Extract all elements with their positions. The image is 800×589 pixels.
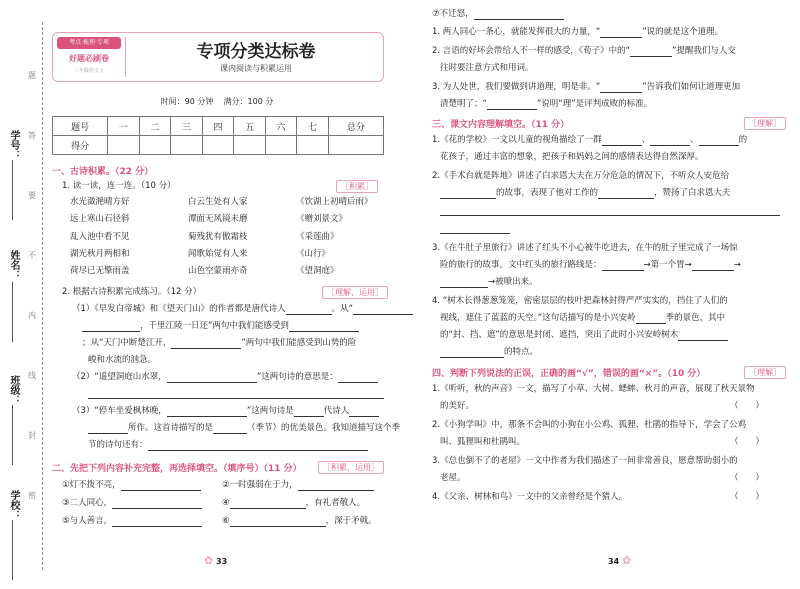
question-text: 的“封、挡、遮”的意思是封闭、遮挡，突出了此时小兴安岭树木 [440, 330, 679, 340]
right-page [400, 0, 800, 589]
q2-1-text: ；从“天门中断楚江开， [82, 338, 172, 348]
question-text: 3.《总也倒不了的老屋》一文中作者为我们描述了一间非常善良，愿意帮助弱小的 [432, 456, 738, 466]
answer-blank[interactable] [298, 480, 374, 491]
school-line [12, 520, 13, 580]
answer-blank[interactable] [338, 372, 378, 383]
answer-blank[interactable] [230, 498, 306, 509]
q2-1-line3 [82, 337, 356, 349]
section-4-heading: 四、判断下列说法的正误，正确的画“√”，错误的画“×”。（10 分） [432, 369, 706, 379]
answer-blank[interactable] [440, 188, 496, 199]
palm-icon: ✿ [621, 554, 632, 567]
score-label: 满分：100 分 [223, 97, 274, 106]
cut-mark: 内 [28, 311, 36, 320]
proverb-text: ②一时强弱在于力， [222, 480, 298, 490]
score-header-cell: 一 [108, 117, 140, 136]
answer-blank[interactable] [474, 9, 564, 20]
answer-blank[interactable] [678, 330, 728, 341]
judge-paren[interactable]: （ ） [730, 473, 765, 483]
student-id-line [12, 160, 13, 220]
score-cell[interactable] [234, 136, 266, 155]
answer-blank[interactable] [112, 498, 202, 509]
page-number-text: 33 [216, 557, 228, 566]
q2-3-text: ”这两句诗是 [246, 406, 294, 416]
section-3-badge: ［理解］ [744, 117, 786, 130]
answer-blank[interactable] [167, 372, 257, 383]
answer-blank[interactable] [600, 82, 642, 93]
score-row-label: 得分 [53, 136, 108, 155]
answer-blank[interactable] [692, 260, 734, 271]
question-text: 的故事，表现了他对工作的 [496, 188, 599, 198]
q2-3-text: 代诗人 [323, 406, 350, 416]
question-text: ”告诉我们如何让道理更加 [642, 82, 741, 92]
proverb-text: ④ [222, 498, 230, 508]
match-col2-item[interactable]: 潭面无风镜未磨 [188, 214, 248, 224]
answer-blank[interactable] [699, 135, 739, 146]
q2-1-text: （1）《早发白帝城》和《望天门山》的作者都是唐代诗人 [72, 304, 286, 314]
answer-blank[interactable] [213, 423, 247, 434]
section-3-heading: 三、课文内容理解填空。（11 分） [432, 120, 570, 130]
fill-question-2 [432, 45, 736, 57]
question-2-badge: ［理解，运用］ [322, 286, 388, 299]
proverb-text: ⑤与人善言， [62, 516, 113, 526]
answer-blank[interactable] [289, 321, 359, 332]
section-1-heading: 一、古诗积累。（22 分） [52, 167, 154, 177]
question-text: 1. 两人同心一条心，就能发挥很大的力量，“ [432, 27, 601, 37]
match-col2-item[interactable]: 闻歌始觉有人来 [188, 249, 248, 259]
score-cell[interactable] [265, 136, 297, 155]
content-question-3-line3 [440, 276, 538, 288]
answer-blank[interactable] [349, 406, 379, 417]
question-text: 2. 言语的好坏会带给人不一样的感受，《荀子》中的“ [432, 46, 630, 56]
match-col2-item[interactable]: 白云生处有人家 [188, 197, 248, 207]
header-box [52, 32, 384, 82]
match-col3-item[interactable]: 《山行》 [296, 249, 331, 259]
answer-blank[interactable] [167, 406, 247, 417]
question-text: 4. “树木长得葱葱笼笼，密密层层的枝叶把森林封得严严实实的，挡住了人们的 [432, 296, 728, 306]
question-text: 1.《花的学校》一文以儿童的视角描绘了一群 [432, 135, 602, 145]
proverb-item [222, 479, 374, 491]
proverb-item [62, 479, 201, 491]
class-label: 班级： [8, 375, 19, 405]
cut-mark: 不 [28, 251, 36, 260]
score-header-cell: 七 [297, 117, 329, 136]
match-col3-item[interactable]: 《望洞庭》 [296, 266, 339, 276]
section-2-heading: 二、先把下列内容补充完整，再选择填空。（填序号）（11 分） [52, 464, 302, 474]
palm-icon: ✿ [204, 554, 214, 567]
cut-mark: 线 [28, 371, 36, 380]
time-label: 时间：90 分钟 [160, 97, 214, 106]
answer-blank[interactable] [440, 347, 504, 358]
question-2: 2. 根据古诗积累完成练习。（12 分） [62, 287, 202, 297]
match-col1-item[interactable]: 水光潋滟晴方好 [70, 197, 130, 207]
proverb-item [222, 497, 365, 509]
match-col1-item[interactable]: 乱入池中看不见 [70, 232, 130, 242]
q2-1-text: 。从“ [331, 304, 354, 314]
q2-1-line2 [82, 320, 359, 332]
answer-line[interactable] [440, 233, 510, 234]
answer-line[interactable] [88, 398, 384, 399]
judge-paren[interactable]: （ ） [730, 492, 765, 502]
grade-label: 三年级语文上 [73, 68, 104, 74]
name-line [12, 282, 13, 342]
question-1: 1. 读一读，连一连。（10 分） [62, 181, 176, 191]
score-cell[interactable] [297, 136, 329, 155]
answer-blank[interactable] [286, 304, 332, 315]
question-text: 3. 为人处世，我们要做到讲道理，明是非。“ [432, 82, 601, 92]
q2-3-line2 [88, 422, 400, 434]
answer-blank[interactable] [88, 423, 128, 434]
question-1-badge: ［积累］ [336, 180, 378, 193]
answer-blank[interactable] [600, 27, 642, 38]
proverb-item [222, 515, 377, 527]
score-cell[interactable] [202, 136, 234, 155]
score-header-cell: 四 [202, 117, 234, 136]
question-text: →第一个胃→ [643, 260, 692, 270]
answer-blank[interactable] [230, 516, 326, 527]
match-col2-item[interactable]: 山色空蒙雨亦奇 [188, 266, 248, 276]
question-text: 老屋。 [440, 473, 466, 483]
answer-blank[interactable] [440, 277, 488, 288]
q2-3-text: （3）“停车坐爱枫林晚， [72, 406, 167, 416]
question-text: 的美好。 [440, 401, 475, 411]
answer-blank[interactable] [602, 135, 642, 146]
page-number [204, 554, 227, 567]
question-text: 4.《父亲、树林和鸟》一文中的父亲曾经是个猎人。 [432, 492, 628, 502]
answer-blank[interactable] [171, 338, 241, 349]
name-label: 姓名： [8, 250, 19, 280]
question-text: 视线，遮住了蓝蓝的天空。”这句话描写的是小兴安岭 [440, 313, 636, 323]
fill-question-3 [432, 81, 740, 93]
header-divider [125, 37, 126, 77]
q2-2-text: （2）“遥望洞庭山水翠， [72, 372, 167, 382]
cut-mark: 题 [28, 71, 36, 80]
score-table-row [53, 136, 384, 155]
match-col3-item[interactable]: 《饮湖上初晴后雨》 [296, 197, 373, 207]
series-tag: 考点·梳理·专项 [57, 37, 121, 49]
question-text: 叫、狐狸叫和杜鹃叫。 [440, 437, 526, 447]
question-text: ”说明“理”是评判成败的标准。 [536, 99, 653, 109]
q2-1-text: 峻和水流的汹急。 [88, 355, 157, 365]
judge-paren[interactable]: （ ） [730, 401, 765, 411]
proverb-text: ，深于矛戟。 [325, 516, 377, 526]
answer-blank[interactable] [294, 406, 324, 417]
score-cell[interactable] [328, 136, 383, 155]
score-header-cell: 六 [265, 117, 297, 136]
question-text: →被喷出来。 [488, 277, 538, 287]
proverb-item [432, 8, 564, 20]
question-text: ，赞扬了白求恩大夫 [654, 188, 731, 198]
answer-line[interactable] [440, 215, 780, 216]
fill-question-1 [432, 26, 723, 38]
answer-blank[interactable] [650, 135, 690, 146]
answer-blank[interactable] [598, 188, 654, 199]
question-text: 、 [641, 135, 651, 145]
q2-1-text: ，千里江陵一日还”两句中我们能感受到 [140, 321, 289, 331]
question-text: 1.《听听，秋的声音》一文，描写了小草、大树、蟋蟀、秋月的声音，展现了秋天景物 [432, 384, 755, 394]
q2-3-line3 [88, 439, 368, 451]
question-text: 的特点。 [504, 347, 539, 357]
score-table-header [53, 117, 384, 136]
content-question-3-line2 [440, 259, 741, 271]
answer-blank[interactable] [121, 480, 201, 491]
judge-paren[interactable]: （ ） [730, 437, 765, 447]
question-text: 2.《小狗学叫》中，那条不会叫的小狗在小公鸡、狐狸、杜鹃的指导下，学会了公鸡 [432, 420, 747, 430]
question-text: → [733, 260, 741, 270]
answer-blank[interactable] [487, 99, 537, 110]
question-text: 3.《在牛肚子里旅行》讲述了红头不小心被牛吃进去，在牛的肚子里完成了一场惊 [432, 243, 738, 253]
cut-mark: 要 [28, 191, 36, 200]
score-cell[interactable] [171, 136, 203, 155]
question-text: 的 [738, 135, 748, 145]
q2-2-line1 [72, 371, 378, 383]
content-question-2-line2 [440, 187, 731, 199]
school-label: 学校： [8, 490, 19, 520]
section-4-badge: ［理解］ [744, 366, 786, 379]
question-text: ”说的就是这个道理。 [642, 27, 724, 37]
score-cell[interactable] [139, 136, 171, 155]
answer-blank[interactable] [602, 260, 644, 271]
proverb-text: ①灯不拨不亮， [62, 480, 121, 490]
class-line [12, 405, 13, 465]
answer-blank[interactable] [148, 440, 368, 451]
q2-3-text: 节的诗句还有： [88, 440, 148, 450]
q2-1-text: ”两句中我们能感受到山势的险 [241, 338, 357, 348]
page-title: 专项分类达标卷 [196, 42, 316, 62]
cut-mark: 封 [28, 431, 36, 440]
question-text: 清楚明了；“ [440, 99, 487, 109]
score-cell[interactable] [108, 136, 140, 155]
proverb-text: ⑥ [222, 516, 230, 526]
proverb-text: ，有礼者敬人。 [305, 498, 366, 508]
q2-3-line1 [72, 405, 379, 417]
score-header-cell: 题号 [53, 117, 108, 136]
question-text: 、 [690, 135, 699, 145]
question-text: 花孩子，通过丰富的想象，把孩子和妈妈之间的感情表达得自然深厚。 [440, 152, 704, 162]
score-table [52, 116, 384, 155]
q2-1-line1 [72, 303, 413, 315]
answer-blank[interactable] [630, 46, 672, 57]
cut-mark: 密 [28, 491, 36, 500]
match-col3-item[interactable]: 《赠刘景文》 [296, 214, 348, 224]
content-question-4-line2 [440, 312, 725, 324]
question-text: 2.《手术台就是阵地》讲述了白求恩大夫在万分危急的情况下，不听众人安危给 [432, 171, 730, 181]
q2-3-text: （季节）的优美景色。我知道描写这个季 [247, 423, 401, 433]
q2-3-text: 所作。这首诗描写的是 [128, 423, 214, 433]
match-col1-item[interactable]: 远上寒山石径斜 [70, 214, 130, 224]
binding-margin [0, 20, 42, 580]
fill-question-3-line2 [440, 98, 652, 110]
score-header-cell: 三 [171, 117, 203, 136]
answer-blank[interactable] [82, 321, 140, 332]
page-number [608, 554, 631, 567]
question-text: 往时要注意方式和用词。 [440, 63, 534, 73]
match-col2-item[interactable]: 菊残犹有傲霜枝 [188, 232, 248, 242]
brand-name: 好题必刷卷 [69, 54, 109, 63]
question-text: 险的旅行的故事，文中红头的旅行路线是： [440, 260, 602, 270]
proverb-text: ③二人同心， [62, 498, 113, 508]
content-question-1 [432, 134, 747, 146]
score-header-cell: 总分 [328, 117, 383, 136]
question-text: 季的景色，其中 [665, 313, 726, 323]
question-text: ”提醒我们与人交 [671, 46, 736, 56]
match-col3-item[interactable]: 《采莲曲》 [296, 232, 339, 242]
proverb-item [62, 515, 202, 527]
score-header-cell: 二 [139, 117, 171, 136]
q2-2-text: ”这两句诗的意思是： [256, 372, 338, 382]
match-col1-item[interactable]: 湖光秋月两相和 [70, 249, 130, 259]
proverb-item [62, 497, 202, 509]
content-question-4-line3 [440, 329, 728, 341]
proverb-text: ⑦不迁怒， [432, 9, 474, 19]
exam-info [52, 96, 382, 107]
student-id-label: 学号： [8, 130, 19, 160]
score-header-cell: 五 [234, 117, 266, 136]
cut-line [42, 22, 43, 570]
content-question-4-line4 [440, 346, 538, 358]
page-number-text: 34 [608, 557, 620, 566]
page-subtitle: 课内阅读与积累运用 [220, 64, 292, 73]
section-2-badge: ［积累，运用］ [318, 461, 384, 474]
cut-mark: 答 [28, 131, 36, 140]
match-col1-item[interactable]: 荷尽已无擎雨盖 [70, 266, 130, 276]
answer-blank[interactable] [112, 516, 202, 527]
answer-blank[interactable] [636, 313, 666, 324]
